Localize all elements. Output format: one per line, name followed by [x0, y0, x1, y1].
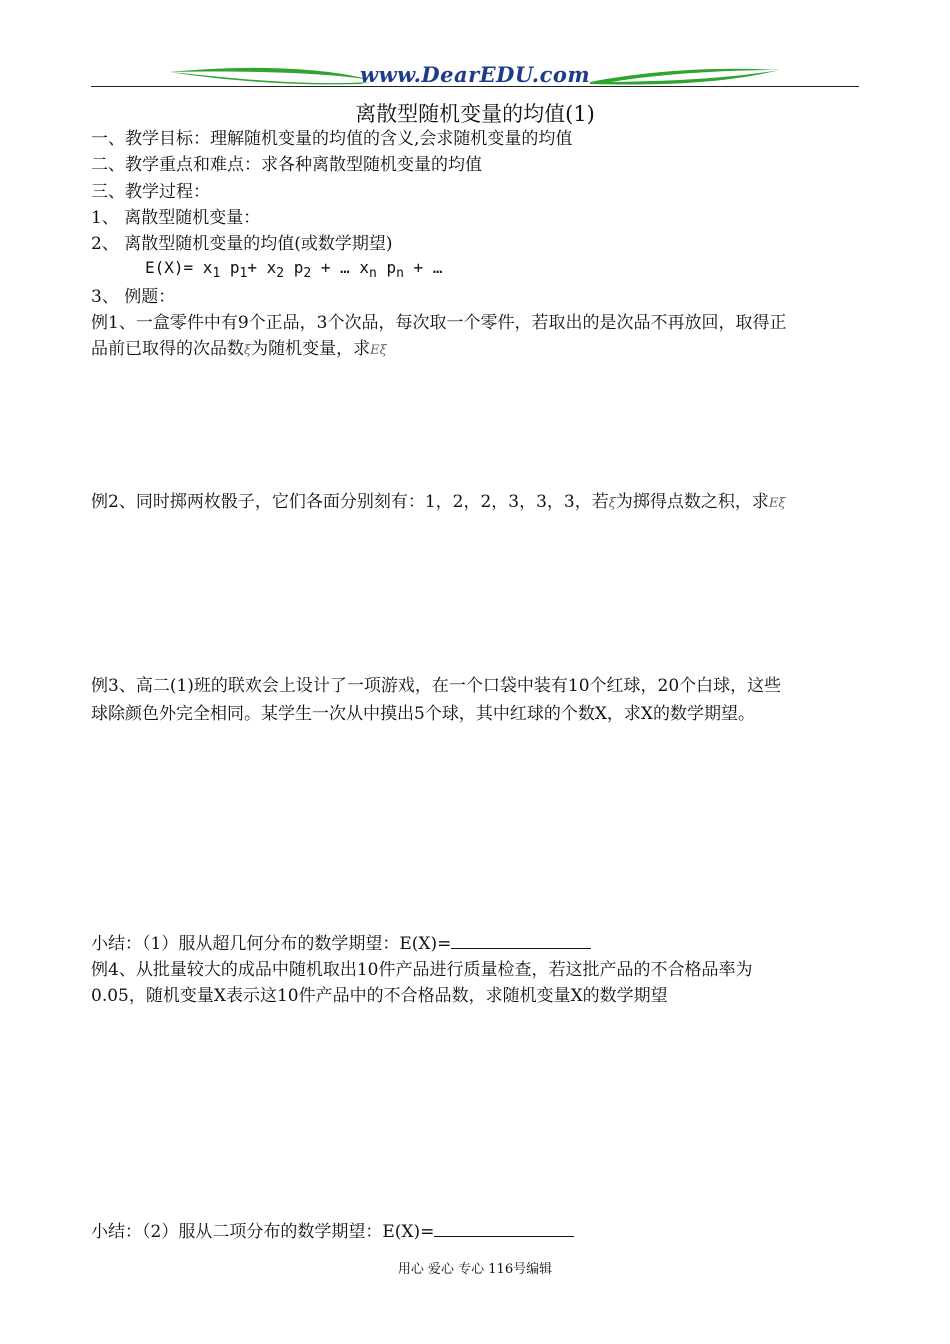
page-footer: 用心 爱心 专心 116号编辑 — [397, 1262, 553, 1277]
example-1-line-1: 例1、一盒零件中有9个正品，3个次品，每次取一个零件，若取出的是次品不再放回，取得正 — [91, 313, 787, 333]
item-2: 2、 离散型随机变量的均值(或数学期望) — [91, 234, 393, 254]
header-logo-text: www.DearEDU.com — [360, 62, 591, 87]
example-3-line-2: 球除颜色外完全相同。某学生一次从中摸出5个球，其中红球的个数X，求X的数学期望。 — [91, 704, 756, 724]
header-rule — [91, 86, 859, 87]
summary-2: 小结：（2）服从二项分布的数学期望：E(X)= — [91, 1220, 574, 1244]
teaching-process: 三、教学过程： — [91, 182, 210, 202]
answer-blank-2[interactable] — [434, 1220, 574, 1237]
teaching-focus: 二、教学重点和难点：求各种离散型随机变量的均值 — [91, 155, 482, 175]
expectation-xi-symbol: Eξ — [370, 343, 387, 358]
example-2: 例2、同时掷两枚骰子，它们各面分别刻有：1，2，2，3，3，3，若ξ为掷得点数之积，求Eξ — [91, 492, 786, 512]
page-title: 离散型随机变量的均值(1) — [355, 102, 595, 126]
xi-symbol: ξ — [608, 496, 616, 511]
answer-blank-1[interactable] — [451, 932, 591, 949]
example-4-line-2: 0.05，随机变量X表示这10件产品中的不合格品数，求随机变量X的数学期望 — [91, 986, 668, 1006]
item-3: 3、 例题： — [91, 287, 176, 307]
expectation-formula: $E(X)= x_1$ $p_1+ x_2$ $p_2$ + … $x_n$ $p_n$ + … — [145, 258, 443, 281]
teaching-goal: 一、教学目标：理解随机变量的均值的含义,会求随机变量的均值 — [91, 129, 573, 149]
example-3-line-1: 例3、高二(1)班的联欢会上设计了一项游戏，在一个口袋中装有10个红球，20个白球，这些 — [91, 676, 782, 696]
expectation-xi-symbol: Eξ — [768, 496, 786, 511]
example-4-line-1: 例4、从批量较大的成品中随机取出10件产品进行质量检查，若这批产品的不合格品率为 — [91, 960, 753, 980]
summary-1: 小结：（1）服从超几何分布的数学期望：E(X)= — [91, 932, 591, 956]
xi-symbol: ξ — [244, 343, 252, 358]
item-1: 1、 离散型随机变量： — [91, 208, 261, 228]
example-1-line-2: 品前已取得的次品数ξ为随机变量，求Eξ — [91, 339, 387, 359]
